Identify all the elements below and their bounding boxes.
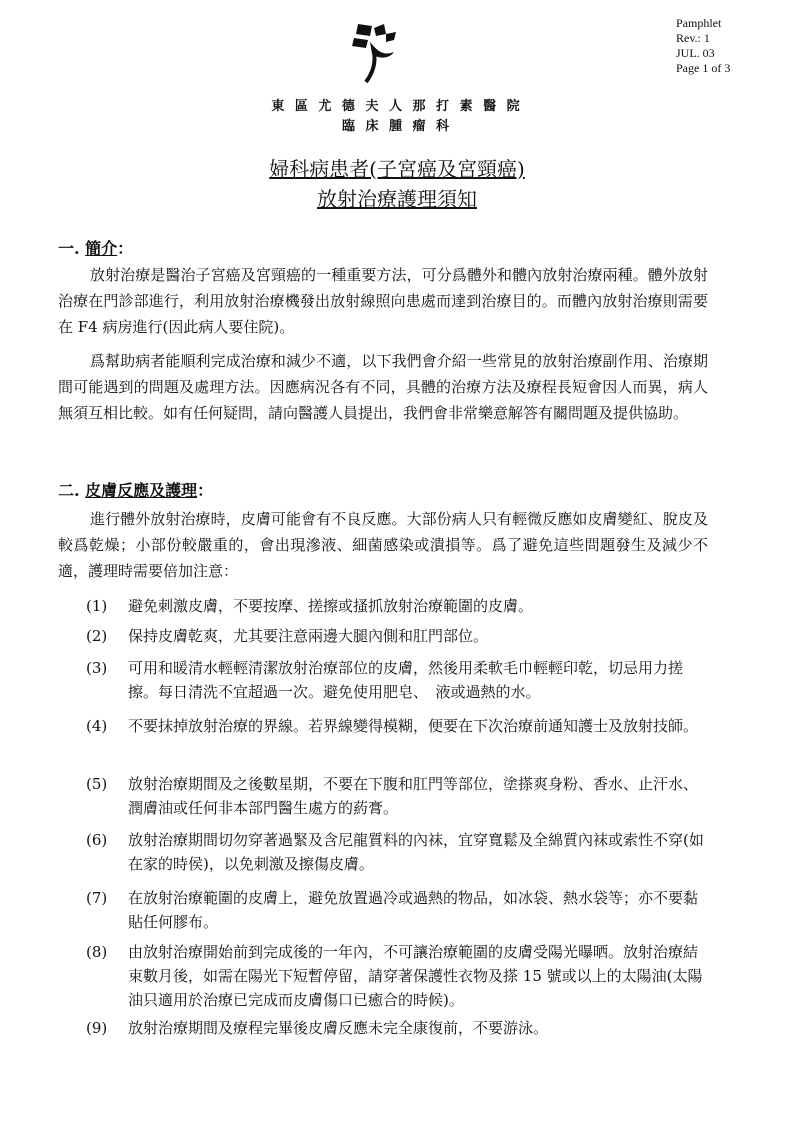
item-number: (7) (86, 889, 108, 907)
item-text: 放射治療期間切勿穿著過緊及含尼龍質料的內袜，宜穿寬鬆及全綿質內袜或索性不穿(如在家的時侯)，以免刺激及擦傷皮膚。 (128, 831, 704, 873)
doc-date: JUL. 03 (676, 46, 715, 60)
item-text: 由放射治療開始前到完成後的一年內，不可讓治療範圍的皮膚受陽光曝晒。放射治療結束數月後，如需在陽光下短暫停留，請穿著保護性衣物及搽 15 號或以上的太陽油(太陽油只適用於治療已完成而皮膚傷口已癒合的時候)。 (128, 943, 703, 1009)
item-number: (3) (86, 659, 108, 677)
item-text: 保持皮膚乾爽，尤其要注意兩邊大腿內側和肛門部位。 (128, 627, 489, 645)
item-number: (2) (86, 627, 108, 645)
item-text: 在放射治療範圍的皮膚上，避免放置過冷或過熱的物品，如冰袋、熱水袋等；亦不要黏貼任何膠布。 (128, 889, 699, 931)
list-item (86, 624, 706, 648)
doc-revision: Rev.: 1 (676, 31, 710, 45)
section-number: 一. (58, 239, 80, 258)
section-1-heading: 一. 簡介： (58, 239, 134, 258)
section-title: 皮膚反應及護理 (85, 481, 198, 500)
doc-type: Pamphlet (676, 16, 722, 30)
paragraph: 進行體外放射治療時，皮膚可能會有不良反應。大部份病人只有輕微反應如皮膚變紅、脫皮及較爲乾燥；小部份較嚴重的，會出現滲液、細菌感染或潰損等。爲了避免這些問題發生及減少不適，護理時需要倍加注意： (58, 510, 708, 580)
item-number: (8) (86, 943, 108, 961)
title-line-1: 婦科病患者(子宮癌及宮頸癌) (269, 157, 525, 181)
department-name: 臨 床 腫 瘤 科 (341, 119, 453, 134)
paragraph: 放射治療是醫治子宮癌及宮頸癌的一種重要方法，可分爲體外和體內放射治療兩種。體外放射治療在門診部進行，利用放射治療機發出放射線照向患處而達到治療目的。而體內放射治療則需要在 F4 病房進行(因此病人要住院)。 (58, 266, 708, 336)
section-number: 二. (58, 481, 80, 500)
list-item (86, 1016, 706, 1040)
page-number: Page 1 of 3 (676, 61, 731, 75)
item-number: (9) (86, 1019, 108, 1037)
list-item (86, 828, 706, 876)
paragraph: 爲幫助病者能順利完成治療和減少不適，以下我們會介紹一些常見的放射治療副作用、治療期間可能遇到的問題及處理方法。因應病況各有不同，具體的治療方法及療程長短會因人而異，病人無須互相比較。如有任何疑問，請向醫護人員提出，我們會非常樂意解答有關問題及提供協助。 (58, 352, 708, 422)
item-text: 可用和暖清水輕輕清潔放射治療部位的皮膚，然後用柔軟毛巾輕輕印乾，切忌用力搓擦。每日清洗不宜超過一次。避免使用肥皂、 液或過熱的水。 (128, 659, 684, 701)
title-line-2: 放射治療護理須知 (317, 187, 477, 211)
list-item (86, 594, 706, 618)
item-number: (4) (86, 717, 108, 735)
list-item (86, 656, 706, 704)
section-title: 簡介 (85, 239, 118, 258)
list-item (86, 886, 706, 934)
item-number: (5) (86, 775, 108, 793)
document-meta (676, 16, 730, 76)
hospital-logo (350, 22, 400, 84)
item-text: 不要抹掉放射治療的界線。若界線變得模糊，便要在下次治療前通知護士及放射技師。 (128, 717, 699, 735)
list-item (86, 772, 706, 820)
hospital-name: 東 區 尤 德 夫 人 那 打 素 醫 院 (271, 99, 523, 114)
item-number: (6) (86, 831, 108, 849)
item-text: 放射治療期間及療程完畢後皮膚反應未完全康復前，不要游泳。 (128, 1019, 549, 1037)
item-text: 放射治療期間及之後數星期，不要在下腹和肛門等部位，塗搽爽身粉、香水、止汗水、潤膚油或任何非本部門醫生處方的葯膏。 (128, 775, 699, 817)
item-number: (1) (86, 597, 108, 615)
list-item (86, 940, 706, 1012)
list-item (86, 714, 706, 738)
section-2-heading: 二. 皮膚反應及護理： (58, 481, 214, 500)
item-text: 避免刺激皮膚，不要按摩、搓擦或搔抓放射治療範圍的皮膚。 (128, 597, 534, 615)
